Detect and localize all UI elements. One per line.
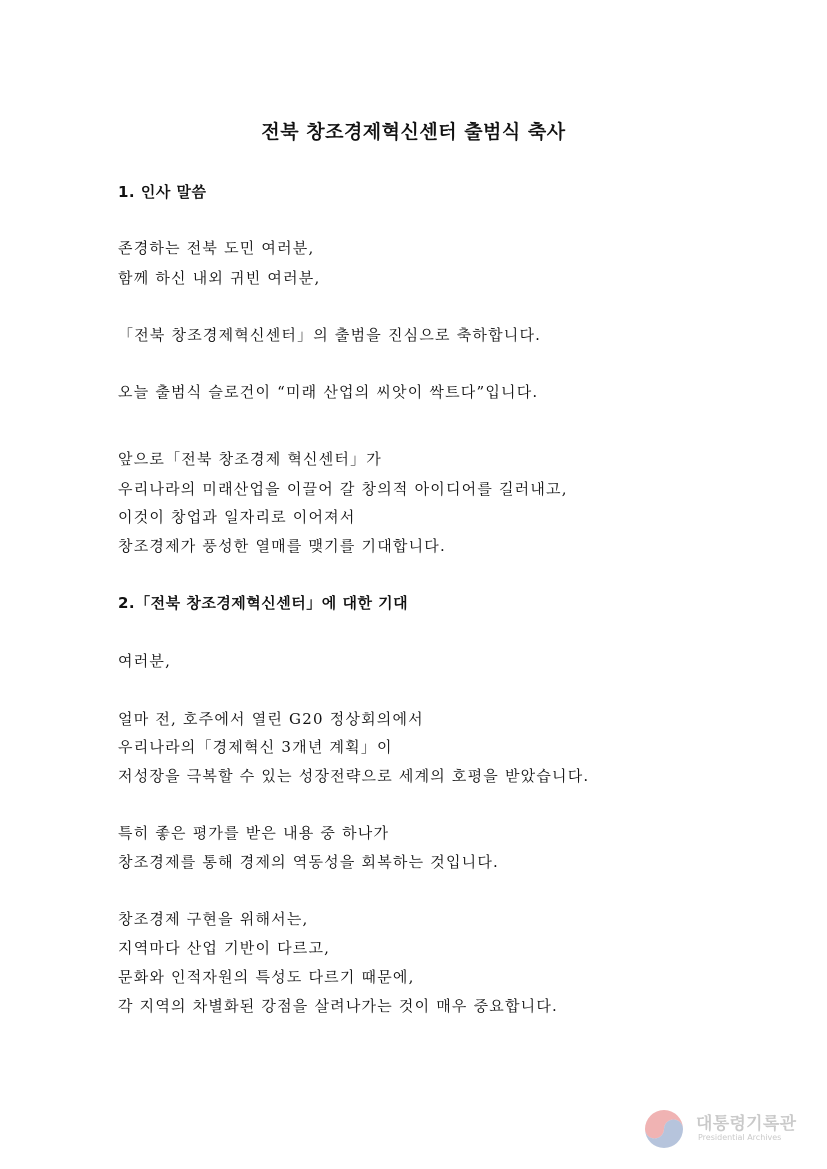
paragraph-line: 앞으로「전북 창조경제 혁신센터」가 [118,450,382,468]
archives-name: 대통령기록관 [696,1114,797,1134]
paragraph-line: 창조경제 구현을 위해서는, [118,910,309,928]
paragraph-line: 이것이 창업과 일자리로 이어져서 [118,508,356,526]
section-1-heading: 1. 인사 말씀 [118,183,207,201]
paragraph-line: 창조경제가 풍성한 열매를 맺기를 기대합니다. [118,537,446,555]
paragraph-line: 문화와 인적자원의 특성도 다르기 때문에, [118,968,415,986]
paragraph-line: 함께 하신 내외 귀빈 여러분, [118,269,321,287]
paragraph-line: 여러분, [118,652,172,670]
paragraph-line: 창조경제를 통해 경제의 역동성을 회복하는 것입니다. [118,853,499,871]
paragraph-line: 각 지역의 차별화된 강점을 살려나가는 것이 매우 중요합니다. [118,997,558,1015]
taegeuk-emblem-icon [641,1106,687,1152]
paragraph-line: 「전북 창조경제혁신센터」의 출범을 진심으로 축하합니다. [118,326,542,344]
paragraph-line: 특히 좋은 평가를 받은 내용 중 하나가 [118,824,390,842]
paragraph-line: 오늘 출범식 슬로건이 “미래 산업의 씨앗이 싹트다”입니다. [118,383,539,401]
paragraph-line: 우리나라의「경제혁신 3개년 계획」이 [118,738,393,756]
paragraph-line: 지역마다 산업 기반이 다르고, [118,939,331,957]
archives-subtitle: Presidential Archives [698,1133,782,1142]
section-2-heading: 2.「전북 창조경제혁신센터」에 대한 기대 [118,594,409,612]
paragraph-line: 우리나라의 미래산업을 이끌어 갈 창의적 아이디어를 길러내고, [118,480,568,498]
document-title: 전북 창조경제혁신센터 출범식 축사 [261,121,566,143]
paragraph-line: 저성장을 극복할 수 있는 성장전략으로 세계의 호평을 받았습니다. [118,767,590,785]
presidential-archives-watermark [641,1103,811,1153]
paragraph-line: 존경하는 전북 도민 여러분, [118,239,315,257]
paragraph-line: 얼마 전, 호주에서 열린 G20 정상회의에서 [118,710,424,728]
